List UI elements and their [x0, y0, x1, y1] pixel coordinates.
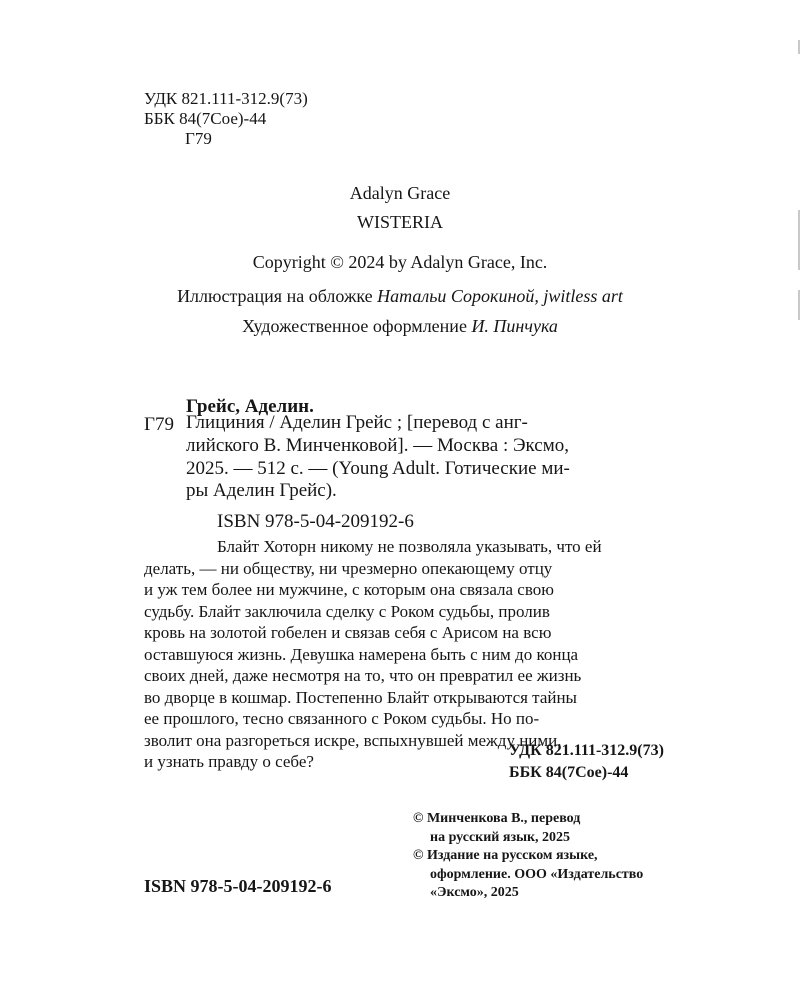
author-mark: Г79	[185, 129, 212, 148]
original-author: Adalyn Grace	[349, 183, 451, 203]
bbk-code: ББК 84(7Сое)-44	[144, 109, 267, 128]
original-title: WISTERIA	[357, 212, 443, 232]
annotation-line: своих дней, даже несмотря на то, что он превратил ее жизнь	[144, 666, 582, 685]
cover-credit-names: Натальи Сорокиной, jwitless art	[377, 286, 623, 306]
card-line: лийского В. Минченковой]. — Москва : Эксмо,	[186, 434, 569, 456]
design-credit	[0, 316, 800, 337]
bottom-bbk: ББК 84(7Сое)-44	[509, 764, 629, 781]
annotation-line: делать, — ни обществу, ни чрезмерно опекающему отцу	[144, 558, 553, 578]
annotation	[144, 536, 602, 773]
copyright-notices	[413, 810, 643, 903]
annotation-line: судьбу. Блайт заключила сделку с Роком судьбы, пролив	[144, 601, 550, 621]
card-line: Глициния / Аделин Грейс ; [перевод с анг-	[186, 412, 528, 433]
annotation-line: кровь на золотой гобелен и связав себя с Арисом на всю	[144, 623, 552, 642]
annotation-line: и узнать правду о себе?	[144, 752, 314, 771]
udk-code: УДК 821.111-312.9(73)	[144, 89, 308, 108]
cover-credit-label: Иллюстрация на обложке	[177, 286, 373, 306]
bottom-udk: УДК 821.111-312.9(73)	[509, 742, 664, 759]
annotation-line: во дворце в кошмар. Постепенно Блайт открываются тайны	[144, 687, 577, 707]
design-credit-label: Художественное оформление	[242, 316, 467, 336]
annotation-line: оставшуюся жизнь. Девушка намерена быть с ним до конца	[144, 644, 579, 664]
annotation-line: ее прошлого, тесно связанного с Роком судьбы. Но по-	[144, 709, 540, 728]
annotation-line: и уж тем более ни мужчине, с которым она связала свою	[144, 580, 554, 599]
card-line: ры Аделин Грейс).	[186, 480, 337, 502]
card-isbn: ISBN 978-5-04-209192-6	[217, 511, 414, 532]
card-author-mark: Г79	[144, 414, 174, 435]
design-credit-name: И. Пинчука	[471, 316, 558, 336]
cover-illustration-credit	[0, 286, 800, 307]
card-line: 2025. — 512 с. — (Young Adult. Готические ми-	[186, 457, 570, 479]
card-description	[186, 412, 570, 503]
copyright-line: © Минченкова В., перевод	[413, 811, 581, 826]
copyright-line: оформление. ООО «Издательство	[430, 866, 644, 882]
card-author: Грейс, Аделин.	[186, 396, 314, 417]
annotation-line: Блайт Хоторн никому не позволяла указывать, что ей	[217, 537, 602, 556]
original-copyright: Copyright © 2024 by Adalyn Grace, Inc.	[252, 252, 548, 272]
annotation-line: зволит она разгореться искре, вспыхнувшей между ними,	[144, 730, 562, 750]
copyright-line: на русский язык, 2025	[430, 829, 571, 845]
classification-block	[144, 89, 308, 149]
bottom-classification	[509, 740, 664, 784]
copyright-line: © Издание на русском языке,	[413, 848, 598, 863]
isbn-bottom: ISBN 978-5-04-209192-6	[144, 876, 332, 896]
copyright-line: «Эксмо», 2025	[430, 885, 519, 900]
